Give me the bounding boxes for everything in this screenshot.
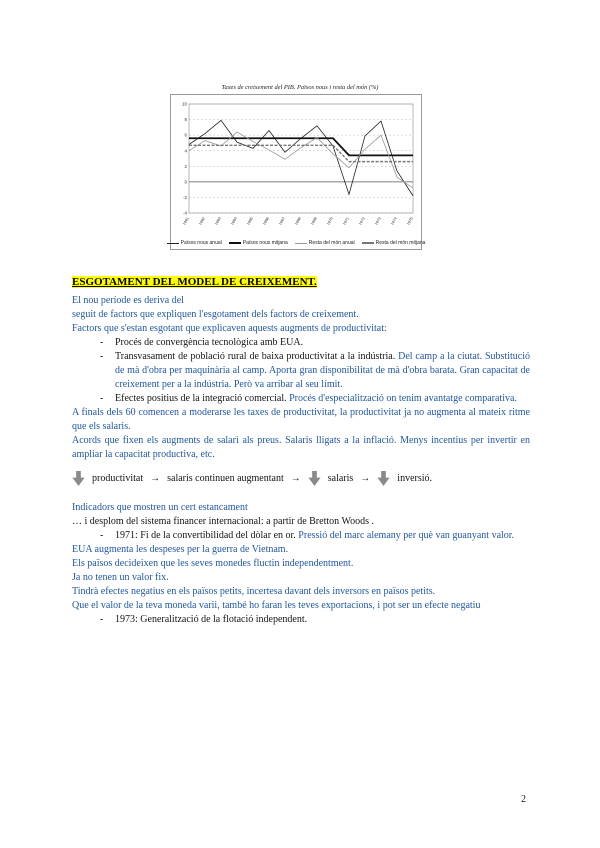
- text-run: Procés d'especialització on tenim avantatge comparativa.: [289, 393, 517, 404]
- down-arrow-icon: [72, 471, 85, 486]
- chain-text: salaris: [327, 473, 354, 484]
- chart-title: Taxes de creixement del PIB. Països nous i resta del món (%): [221, 84, 379, 91]
- svg-text:1961: 1961: [182, 216, 190, 226]
- legend-label: Resta del món mitjana: [375, 240, 426, 246]
- svg-text:10: 10: [181, 101, 187, 107]
- series-line-icon: [229, 242, 241, 244]
- paragraph: Ja no tenen un valor fix.: [72, 572, 169, 583]
- right-arrow-icon: →: [290, 473, 301, 484]
- paragraph: seguit de factors que expliquen l'esgotament dels factors de creixement.: [72, 309, 359, 320]
- chain-text: inversió.: [397, 473, 433, 484]
- chart-box: [170, 94, 426, 250]
- svg-text:1975: 1975: [406, 216, 414, 226]
- paragraph: … i desplom del sistema financer internacional: a partir de Bretton Woods .: [72, 516, 374, 527]
- svg-text:1966: 1966: [262, 216, 270, 226]
- paragraph: A finals dels 60 comencen a moderarse les taxes de productivitat, la productivitat ja no augmenta al mateix ritme que els salaris.: [72, 407, 530, 432]
- legend-item: [295, 240, 355, 246]
- series-line-icon: [295, 243, 307, 244]
- svg-text:1963: 1963: [214, 216, 222, 226]
- bullet-marker: -: [100, 337, 104, 348]
- bullet-text: [115, 350, 530, 392]
- paragraph: El nou període es deriva del: [72, 295, 184, 306]
- causal-chain-row: [72, 471, 530, 486]
- page-number: 2: [521, 794, 526, 805]
- svg-text:1969: 1969: [310, 216, 318, 226]
- paragraph: Que el valor de la teva moneda varii, també ho faran les teves exportacions, i pot ser un efecte negatiu: [72, 600, 481, 611]
- bullet-marker: -: [100, 530, 104, 541]
- bullet-item: [72, 529, 530, 543]
- chart-legend: [174, 238, 426, 247]
- text-run: Del camp a la ciutat. Substitució de mà d'obra per maquinària al camp. Aporta gran disponibilitat de mà d'obra barata. Gran capacitat de creixement per a la indústria. Però va arribar al seu límit.: [115, 351, 530, 390]
- bullet-marker: -: [100, 351, 104, 362]
- svg-text:2: 2: [184, 163, 187, 169]
- paragraph: Factors que s'estan esgotant que explicaven aquests augments de productivitat:: [72, 323, 387, 334]
- chain-text: salaris continuen augmentant: [167, 473, 284, 484]
- paragraph: Els països decideixen que les seves monedes fluctin independentment.: [72, 558, 354, 569]
- legend-label: Països nous anual: [180, 240, 222, 246]
- text-run: Transvasament de població rural de baixa productivitat a la indústria.: [115, 351, 399, 362]
- svg-text:1965: 1965: [246, 216, 254, 226]
- bullet-item: [72, 336, 530, 350]
- bullet-item: [72, 392, 530, 406]
- bullet-item: [72, 350, 530, 392]
- svg-text:1971: 1971: [342, 216, 350, 226]
- svg-text:-2: -2: [182, 195, 187, 201]
- bullet-text: [115, 613, 530, 627]
- section-heading: ESGOTAMENT DEL MODEL DE CREIXEMENT.: [72, 276, 317, 288]
- paragraph: Indicadors que mostren un cert estancament: [72, 502, 248, 513]
- gdp-growth-line-chart: [174, 99, 418, 233]
- legend-item: [362, 240, 426, 246]
- svg-text:1970: 1970: [326, 216, 334, 226]
- chart-figure: [170, 0, 430, 250]
- bullet-marker: -: [100, 614, 104, 625]
- text-run: Pressió del marc alemany per què van guanyant valor.: [298, 530, 515, 541]
- series-line-icon: [167, 243, 179, 244]
- text-run: 1971: Fi de la convertibilidad del dòlar en or.: [115, 530, 299, 541]
- svg-text:8: 8: [184, 117, 187, 123]
- down-arrow-icon: [308, 471, 321, 486]
- svg-text:1972: 1972: [358, 216, 366, 226]
- paragraph: Tindrà efectes negatius en els països petits, incertesa davant dels inversors en països petits.: [72, 586, 436, 597]
- right-arrow-icon: →: [150, 473, 161, 484]
- svg-text:-4: -4: [182, 210, 187, 216]
- legend-item: [229, 240, 288, 246]
- svg-text:6: 6: [184, 132, 187, 138]
- paragraph: EUA augmenta les despeses per la guerra de Vietnam.: [72, 544, 289, 555]
- bullet-marker: -: [100, 393, 104, 404]
- text-run: Efectes positius de la integració comercial.: [115, 393, 290, 404]
- svg-text:1964: 1964: [230, 216, 238, 226]
- text-run: 1973: Generalització de la flotació independent.: [115, 614, 308, 625]
- svg-text:1968: 1968: [294, 216, 302, 226]
- legend-label: Resta del món anual: [308, 240, 355, 246]
- down-arrow-icon: [377, 471, 390, 486]
- svg-text:1962: 1962: [198, 216, 206, 226]
- svg-text:1974: 1974: [390, 216, 398, 226]
- svg-text:1967: 1967: [278, 216, 286, 226]
- svg-text:4: 4: [184, 148, 187, 154]
- bullet-text: [115, 529, 530, 543]
- svg-text:1973: 1973: [374, 216, 382, 226]
- chain-text: productivitat: [92, 473, 144, 484]
- bullet-item: [72, 613, 530, 627]
- bullet-text: [115, 392, 530, 406]
- svg-text:0: 0: [184, 179, 187, 185]
- legend-item: [167, 240, 222, 246]
- document-body: [72, 272, 530, 627]
- legend-label: Països nous mitjana: [242, 240, 288, 246]
- bullet-text: [115, 336, 530, 350]
- series-line-icon: [362, 242, 374, 244]
- text-run: Procés de convergència tecnològica amb EUA.: [115, 337, 304, 348]
- right-arrow-icon: →: [360, 473, 371, 484]
- paragraph: Acords que fixen els augments de salari als preus. Salaris lligats a la inflació. Menys incentius per invertir en ampliar la capacitat productiva, etc.: [72, 435, 530, 460]
